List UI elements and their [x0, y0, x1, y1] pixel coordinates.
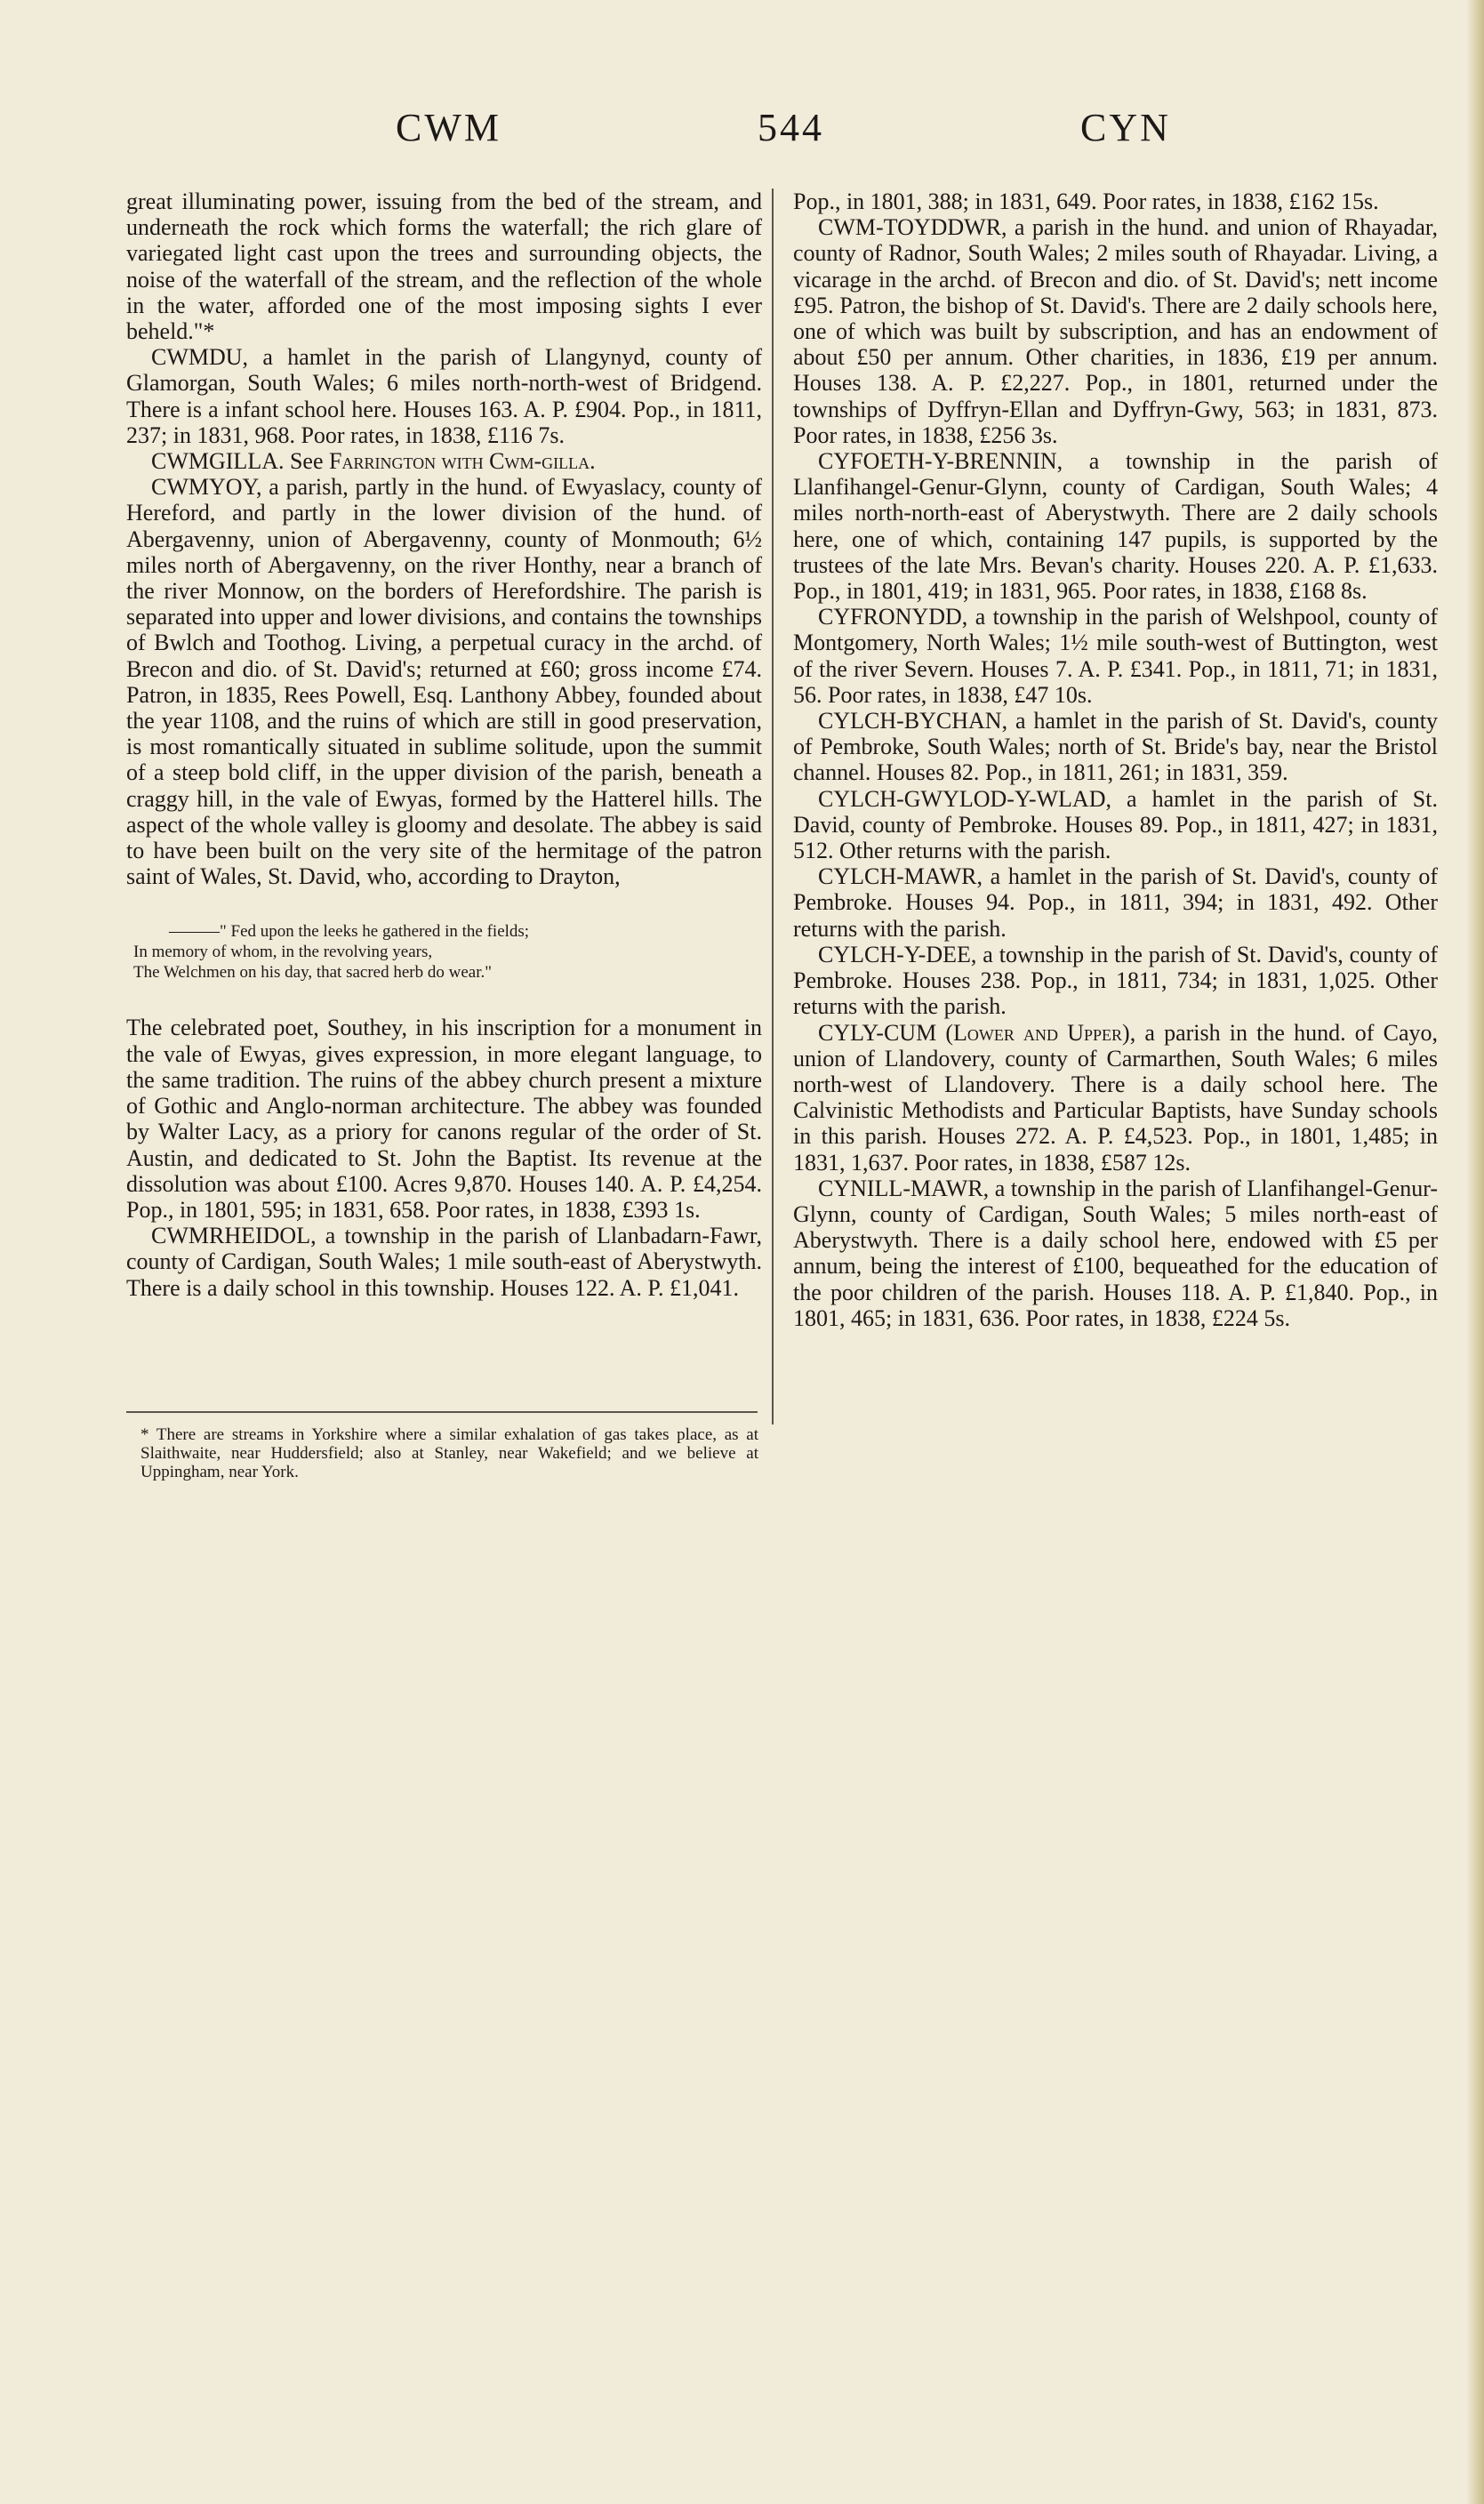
- running-head: [124, 105, 1414, 149]
- entry-cyfronydd: CYFRONYDD, a township in the parish of Welshpool, county of Montgomery, North Wales; 1½ mile south-west of Buttington, west of the river Severn. Houses 7. A. P. £341. Pop., in 1811, 71; in 1831, 56. Poor rates, in 1838, £47 10s.: [793, 604, 1438, 708]
- footnote-rule: [126, 1411, 758, 1413]
- page-number: 544: [758, 106, 824, 149]
- entry-cwm-toyddwr: CWM-TOYDDWR, a parish in the hund. and union of Rhayadar, county of Radnor, South Wales; 2 miles south of Rhayadar. Living, a vicarage in the archd. of Brecon and dio. of St. David's; nett income £95. Patron, the bishop of St. David's. There are 2 daily schools here, one of which was built by subscription, and has an endowment of about £50 per annum. Other charities, in 1836, £19 per annum. Houses 138. A. P. £2,227. Pop., in 1801, returned under the townships of Dyffryn-Ellan and Dyffryn-Gwy, 563; in 1831, 873. Poor rates, in 1838, £256 3s.: [793, 214, 1438, 448]
- paragraph-southey: The celebrated poet, Southey, in his inscription for a monument in the vale of Ewyas, gives expression, in more elegant language, to the same tradition. The ruins of the abbey church present a mixture of Gothic and Anglo-norman architecture. The abbey was founded by Walter Lacy, as a priory for canons regular of the order of St. Austin, and dedicated to St. John the Baptist. Its revenue at the dissolution was about £100. Acres 9,870. Houses 140. A. P. £4,254. Pop., in 1801, 595; in 1831, 658. Poor rates, in 1838, £393 1s.: [126, 1015, 762, 1223]
- right-column: [793, 189, 1438, 1331]
- header-right-word: CYN: [1080, 106, 1171, 149]
- entry-cyly-cum-head: CYLY-CUM (: [818, 1019, 954, 1046]
- entry-cwmdu: CWMDU, a hamlet in the parish of Llangynyd, county of Glamorgan, South Wales; 6 miles north-north-west of Bridgend. There is a infant school here. Houses 163. A. P. £904. Pop., in 1811, 237; in 1831, 968. Poor rates, in 1838, £116 7s.: [126, 344, 762, 448]
- verse-line: In memory of whom, in the revolving years,: [133, 943, 433, 962]
- header-left-word: CWM: [396, 106, 501, 149]
- entry-cylch-gwylod-y-wlad: CYLCH-GWYLOD-Y-WLAD, a hamlet in the parish of St. David, county of Pembroke. Houses 89. Pop., in 1811, 427; in 1831, 512. Other returns with the parish.: [793, 785, 1438, 864]
- entry-cylch-y-dee: CYLCH-Y-DEE, a township in the parish of St. David's, county of Pembroke. Houses 238. Pop., in 1811, 734; in 1831, 1,025. Other returns with the parish.: [793, 941, 1438, 1020]
- paragraph-continuation-right: Pop., in 1801, 388; in 1831, 649. Poor rates, in 1838, £162 15s.: [793, 189, 1379, 214]
- entry-cwmrheidol: CWMRHEIDOL, a township in the parish of Llanbadarn-Fawr, county of Cardigan, South Wales; 1 mile south-east of Aberystwyth. There is a daily school in this township. Houses 122. A. P. £1,041.: [126, 1223, 762, 1301]
- entry-cyly-cum: [793, 1020, 1438, 1176]
- entry-cyfoeth-y-brennin: CYFOETH-Y-BRENNIN, a township in the parish of Llanfihangel-Genur-Glynn, county of Cardigan, South Wales; 4 miles north-north-east of Aberystwyth. There are 2 daily schools here, one of which, containing 147 pupils, is supported by the trustees of the late Mrs. Bevan's charity. Houses 220. A. P. £1,633. Pop., in 1801, 419; in 1831, 965. Poor rates, in 1838, £168 8s.: [793, 448, 1438, 605]
- entry-cylch-mawr: CYLCH-MAWR, a hamlet in the parish of St. David's, county of Pembroke. Houses 94. Pop., in 1811, 394; in 1831, 492. Other returns with the parish.: [793, 863, 1438, 942]
- paragraph-continuation: great illuminating power, issuing from the bed of the stream, and underneath the rock which forms the waterfall; the rich glare of variegated light cast upon the trees and surrounding objects, the noise of the waterfall of the stream, and the reflection of the whole in the water, afforded one of the most imposing sights I ever beheld."*: [126, 189, 762, 345]
- left-column: [126, 189, 762, 1301]
- entry-cwmgilla-head: CWMGILLA. See: [151, 448, 324, 475]
- entry-cylch-bychan: CYLCH-BYCHAN, a hamlet in the parish of St. David's, county of Pembroke, South Wales; north of St. Bride's bay, near the Bristol channel. Houses 82. Pop., in 1811, 261; in 1831, 359.: [793, 708, 1438, 786]
- column-rule: [772, 189, 774, 1425]
- entry-cwmgilla: [126, 448, 762, 474]
- verse-quotation: [126, 921, 762, 983]
- page-edge-shadow: [1466, 0, 1484, 2504]
- footnote: * There are streams in Yorkshire where a similar exhalation of gas takes place, as at Slaithwaite, near Huddersfield; also at Stanley, near Wakefield; and we believe at Uppingham, near York.: [140, 1425, 758, 1481]
- entry-cwmgilla-ref: Farrington with Cwm-gilla.: [329, 448, 596, 475]
- entry-cynill-mawr: CYNILL-MAWR, a township in the parish of Llanfihangel-Genur-Glynn, county of Cardigan, South Wales; 5 miles north-east of Aberystwyth. There is a daily school here, endowed with £5 per annum, being the interest of £100, bequeathed for the education of the poor children of the parish. Houses 118. A. P. £1,840. Pop., in 1801, 465; in 1831, 636. Poor rates, in 1838, £224 5s.: [793, 1175, 1438, 1331]
- verse-line: The Welchmen on his day, that sacred herb do wear.": [133, 963, 492, 983]
- entry-cwmyoy: CWMYOY, a parish, partly in the hund. of Ewyaslacy, county of Hereford, and partly in the lower division of the hund. of Abergavenny, union of Abergavenny, county of Monmouth; 6½ miles north of Abergavenny, on the river Honthy, near a branch of the river Monnow, on the borders of Herefordshire. The parish is separated into upper and lower divisions, and contains the townships of Bwlch and Toothog. Living, a perpetual curacy in the archd. of Brecon and dio. of St. David's; returned at £60; gross income £74. Patron, in 1835, Rees Powell, Esq. Lanthony Abbey, founded about the year 1108, and the ruins of which are still in good preservation, is most romantically situated in sublime solitude, upon the summit of a steep bold cliff, in the upper division of the parish, beneath a craggy hill, in the vale of Ewyas, formed by the Hatterel hills. The aspect of the whole valley is gloomy and desolate. The abbey is said to have been built on the very site of the hermitage of the patron saint of Wales, St. David, who, according to Drayton,: [126, 474, 762, 890]
- verse-line: ———" Fed upon the leeks he gathered in the fields;: [169, 922, 530, 942]
- entry-cyly-cum-body: ), a parish in the hund. of Cayo, union of Llandovery, county of Carmarthen, South Wales; 6 miles north-west of Llandovery. There is a daily school here. The Calvinistic Methodists and Particular Baptists, have Sunday schools in this parish. Houses 272. A. P. £4,523. Pop., in 1801, 1,485; in 1831, 1,637. Poor rates, in 1838, £587 12s.: [793, 1019, 1438, 1176]
- entry-cyly-cum-qualifier: Lower and Upper: [953, 1019, 1123, 1046]
